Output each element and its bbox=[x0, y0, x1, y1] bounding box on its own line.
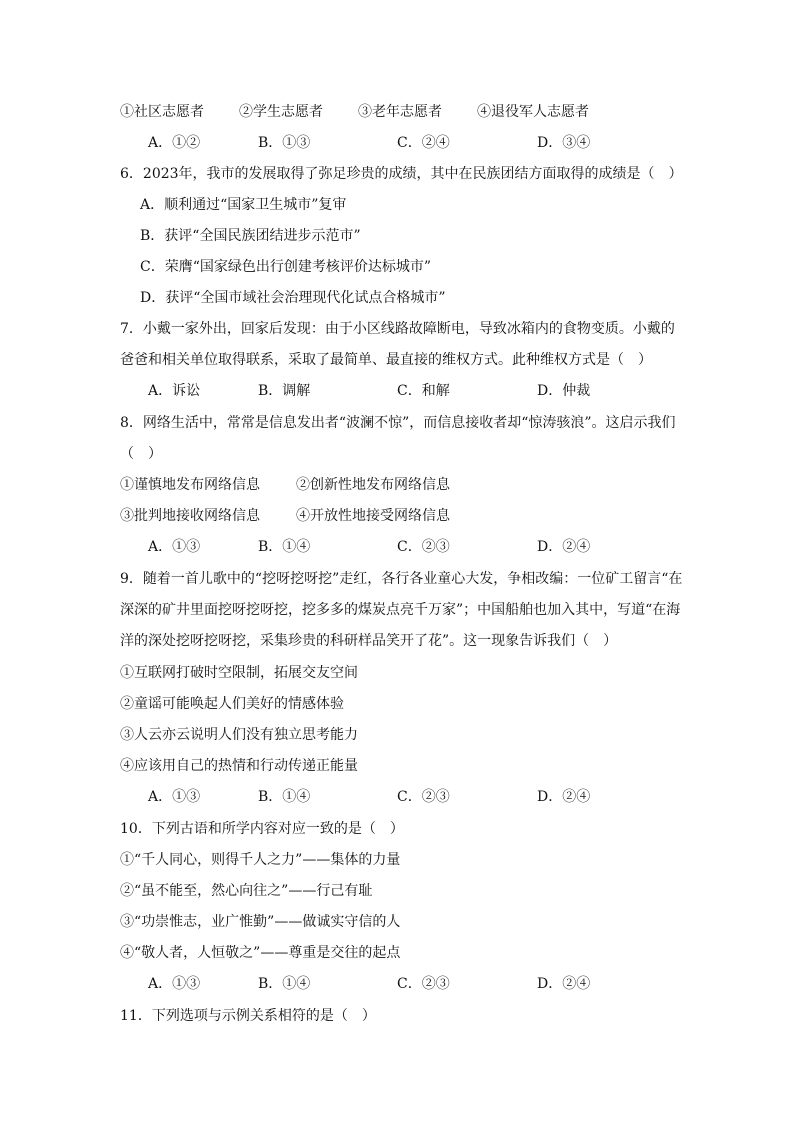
q8-option-a: A．①③ bbox=[148, 539, 201, 555]
q7-option-b: B．调解 bbox=[258, 383, 311, 399]
q9-item-1: ①互联网打破时空限制，拓展交友空间 bbox=[120, 665, 358, 681]
q9-item-2: ②童谣可能唤起人们美好的情感体验 bbox=[120, 696, 344, 712]
q9-option-d: D．②④ bbox=[537, 789, 591, 805]
q5-option-b: B．①③ bbox=[258, 135, 311, 151]
q11-stem: 11．下列选项与示例关系相符的是（ ） bbox=[120, 1008, 376, 1024]
q7-option-d: D．仲裁 bbox=[537, 383, 591, 399]
q7-stem-line-2: 爸爸和相关单位取得联系，采取了最简单、最直接的维权方式。此种维权方式是（ ） bbox=[120, 352, 652, 368]
q9-option-a: A．①③ bbox=[148, 789, 201, 805]
q10-item-3: ③“功崇惟志，业广惟勤”——做诚实守信的人 bbox=[120, 914, 401, 930]
q5-item-2: ②学生志愿者 bbox=[239, 104, 323, 120]
q6-option-b: B．获评“全国民族团结进步示范市” bbox=[140, 228, 361, 244]
q6-option-a: A．顺利通过“国家卫生城市”复审 bbox=[140, 197, 347, 213]
q8-stem-line-1: 8．网络生活中，常常是信息发出者“波澜不惊”，而信息接收者却“惊涛骇浪”。这启示我们 bbox=[120, 415, 676, 431]
q9-stem-line-3: 洋的深处挖呀挖呀挖，采集珍贵的科研样品笑开了花”。这一现象告诉我们（ ） bbox=[120, 633, 618, 649]
q9-stem-line-1: 9．随着一首儿歌中的“挖呀挖呀挖”走红，各行各业童心大发，争相改编：一位矿工留言“在 bbox=[120, 571, 683, 587]
q10-option-a: A．①③ bbox=[148, 976, 201, 992]
q9-option-c: C．②③ bbox=[397, 789, 450, 805]
q9-stem-line-2: 深深的矿井里面挖呀挖呀挖，挖多多的煤炭点亮千万家”；中国船舶也加入其中，写道“在海 bbox=[120, 602, 681, 618]
q5-option-d: D．③④ bbox=[537, 135, 591, 151]
q6-stem: 6．2023年，我市的发展取得了弥足珍贵的成绩，其中在民族团结方面取得的成绩是（ ） bbox=[120, 166, 683, 182]
q5-item-1: ①社区志愿者 bbox=[120, 104, 204, 120]
q6-option-c: C．荣膺“国家绿色出行创建考核评价达标城市” bbox=[140, 259, 432, 275]
q10-item-4: ④“敬人者，人恒敬之”——尊重是交往的起点 bbox=[120, 945, 401, 961]
q5-option-a: A．①② bbox=[148, 135, 201, 151]
q9-item-4: ④应该用自己的热情和行动传递正能量 bbox=[120, 758, 358, 774]
q9-option-b: B．①④ bbox=[258, 789, 311, 805]
q8-stem-line-2: （ ） bbox=[120, 446, 162, 462]
q6-option-d: D．获评“全国市域社会治理现代化试点合格城市” bbox=[140, 290, 446, 306]
q10-option-b: B．①④ bbox=[258, 976, 311, 992]
q8-item-2: ②创新性地发布网络信息 bbox=[296, 477, 450, 493]
q8-option-b: B．①④ bbox=[258, 539, 311, 555]
q10-option-c: C．②③ bbox=[397, 976, 450, 992]
q8-item-1: ①谨慎地发布网络信息 bbox=[120, 477, 260, 493]
q5-option-c: C．②④ bbox=[397, 135, 450, 151]
q8-option-c: C．②③ bbox=[397, 539, 450, 555]
q7-option-c: C．和解 bbox=[397, 383, 450, 399]
q5-item-3: ③老年志愿者 bbox=[358, 104, 442, 120]
q8-option-d: D．②④ bbox=[537, 539, 591, 555]
q8-item-4: ④开放性地接受网络信息 bbox=[296, 508, 450, 524]
q8-item-3: ③批判地接收网络信息 bbox=[120, 508, 260, 524]
q9-item-3: ③人云亦云说明人们没有独立思考能力 bbox=[120, 727, 358, 743]
q10-item-1: ①“千人同心，则得千人之力”——集体的力量 bbox=[120, 852, 401, 868]
q5-item-4: ④退役军人志愿者 bbox=[477, 104, 589, 120]
q10-option-d: D．②④ bbox=[537, 976, 591, 992]
q7-option-a: A．诉讼 bbox=[148, 383, 201, 399]
q10-stem: 10．下列古语和所学内容对应一致的是（ ） bbox=[120, 821, 404, 837]
q7-stem-line-1: 7．小戴一家外出，回家后发现：由于小区线路故障断电，导致冰箱内的食物变质。小戴的 bbox=[120, 321, 675, 337]
q10-item-2: ②“虽不能至，然心向往之”——行己有耻 bbox=[120, 883, 373, 899]
